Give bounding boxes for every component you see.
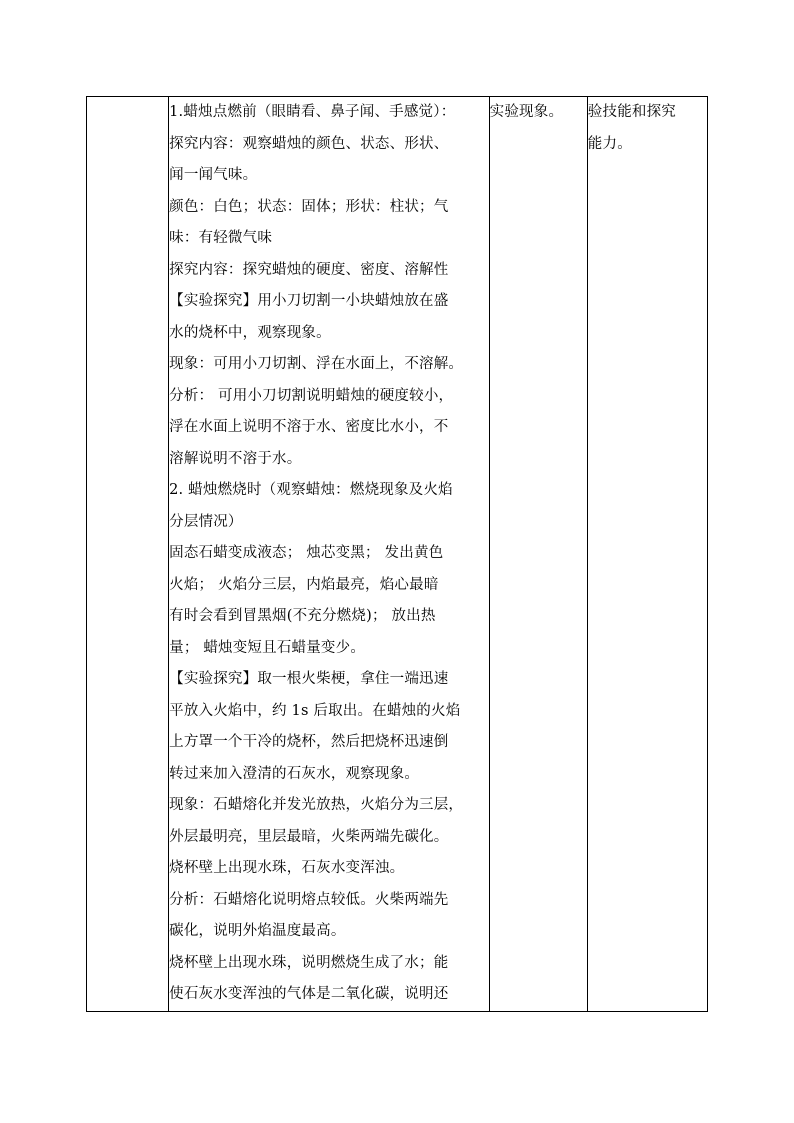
text-line: 有时会看到冒黑烟(不充分燃烧)； 放出热: [169, 608, 436, 624]
text-line: 固态石蜡变成液态； 烛芯变黑； 发出黄色: [169, 545, 444, 561]
text-line: 【实验探究】取一根火柴梗，拿住一端迅速: [169, 671, 449, 687]
table-cell-content: [169, 97, 490, 1012]
table-cell-phenomenon: [489, 97, 587, 1012]
text-line: 使石灰水变浑浊的气体是二氧化碳，说明还: [169, 986, 449, 1002]
text-line: 水的烧杯中，观察现象。: [169, 324, 331, 341]
text-line: 1.蜡烛点燃前（眼睛看、鼻子闻、手感觉）：: [169, 104, 456, 120]
lesson-table: [86, 96, 708, 1012]
table-row: [87, 97, 708, 1012]
text-line: 探究内容：探究蜡烛的硬度、密度、溶解性: [169, 261, 449, 278]
text-line: 味：有轻微气味: [169, 230, 273, 246]
text-line: 2. 蜡烛燃烧时（观察蜡烛：燃烧现象及火焰: [169, 482, 453, 498]
text-line: 外层最明亮，里层最暗，火柴两端先碳化。: [169, 828, 449, 845]
text-line: 烧杯壁上出现水珠，说明燃烧生成了水；能: [169, 954, 449, 971]
text-line: 转过来加入澄清的石灰水，观察现象。: [169, 765, 420, 782]
text-line: 探究内容：观察蜡烛的颜色、状态、形状、: [169, 135, 449, 152]
text-line: 碳化，说明外焰温度最高。: [169, 923, 346, 939]
text-line: 浮在水面上说明不溶于水、密度比水小，不: [169, 419, 449, 435]
text-line: 【实验探究】用小刀切割一小块蜡烛放在盛: [169, 293, 449, 309]
text-line: 分析：石蜡熔化说明熔点较低。火柴两端先: [169, 891, 449, 908]
text-line: 闻一闻气味。: [169, 167, 258, 183]
text-line: 分层情况）: [169, 513, 243, 530]
text-line: 能力。: [587, 135, 632, 152]
text-line: 上方罩一个干冷的烧杯，然后把烧杯迅速倒: [169, 734, 449, 750]
text-line: 验技能和探究: [587, 104, 676, 120]
text-line: 实验现象。: [489, 104, 564, 120]
text-line: 现象：石蜡熔化并发光放热，火焰分为三层，: [169, 797, 464, 813]
text-line: 现象：可用小刀切割、浮在水面上，不溶解。: [169, 356, 464, 372]
text-line: 烧杯壁上出现水珠，石灰水变浑浊。: [169, 860, 405, 876]
table-cell-empty: [87, 97, 169, 1012]
text-line: 量； 蜡烛变短且石蜡量变少。: [169, 639, 366, 656]
text-line: 平放入火焰中，约 1s 后取出。在蜡烛的火焰: [169, 702, 461, 719]
text-line: 火焰； 火焰分三层，内焰最亮，焰心最暗: [169, 576, 439, 593]
text-line: 分析： 可用小刀切割说明蜡烛的硬度较小，: [169, 387, 454, 404]
table-cell-goal: [587, 97, 707, 1012]
text-line: 溶解说明不溶于水。: [169, 450, 302, 467]
text-line: 颜色：白色；状态：固体；形状：柱状；气: [169, 198, 449, 215]
